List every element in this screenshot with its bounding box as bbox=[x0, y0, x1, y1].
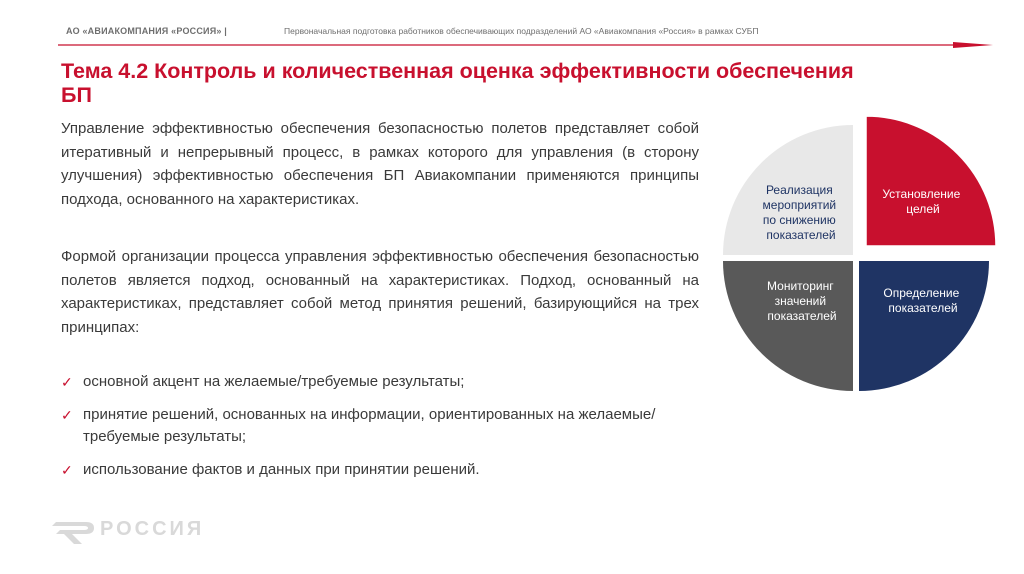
header-course-title: Первоначальная подготовка работников обеспечивающих подразделений АО «Авиакомпания «Россия» в рамках СУБП bbox=[284, 26, 759, 36]
check-mark-icon: ✓ bbox=[61, 461, 73, 478]
list-item-text: использование фактов и данных при принятии решений. bbox=[83, 460, 480, 478]
list-item bbox=[61, 459, 701, 482]
paragraph-2: Формой организации процесса управления эффективностью обеспечения безопасностью полетов является подход, основанный на характеристиках. Подход, основанный на характеристиках, представляет собой метод принятия решений, базирующийся на трех принципах: bbox=[61, 248, 699, 336]
cycle-segment-goals bbox=[866, 116, 996, 246]
check-mark-icon: ✓ bbox=[61, 406, 73, 423]
slide-title: Тема 4.2 Контроль и количественная оценка эффективности обеспечения БП bbox=[61, 59, 854, 107]
list-item-text: основной акцент на желаемые/требуемые результаты; bbox=[83, 373, 465, 390]
cycle-segment-indicators bbox=[859, 261, 989, 391]
cycle-label-implementation: Реализация мероприятий по снижению показателей bbox=[762, 183, 837, 242]
check-mark-icon: ✓ bbox=[61, 374, 73, 390]
list-item bbox=[61, 404, 701, 449]
management-cycle-diagram bbox=[716, 103, 1012, 399]
principles-list bbox=[61, 371, 701, 491]
header-divider bbox=[58, 41, 1018, 49]
list-item bbox=[61, 371, 701, 394]
logo-text: РОССИЯ bbox=[100, 518, 205, 540]
cycle-label-monitoring: Мониторинг значений показателей bbox=[767, 279, 837, 323]
header-company: АО «АВИАКОМПАНИЯ «РОССИЯ» | bbox=[66, 26, 228, 36]
cycle-label-indicators: Определение показателей bbox=[883, 286, 960, 315]
list-item-text: принятие решений, основанных на информации, ориентированных на желаемые/требуемые результаты; bbox=[83, 405, 656, 445]
paragraph-1: Управление эффективностью обеспечения безопасностью полетов представляет собой итеративный и непрерывный процесс, в рамках которого для управления (в сторону улучшения) эффективностью обеспечения БП Авиакомпании применяются принципы подхода, основанного на характеристиках. bbox=[61, 120, 699, 208]
cycle-label-goals: Установление целей bbox=[882, 187, 961, 216]
